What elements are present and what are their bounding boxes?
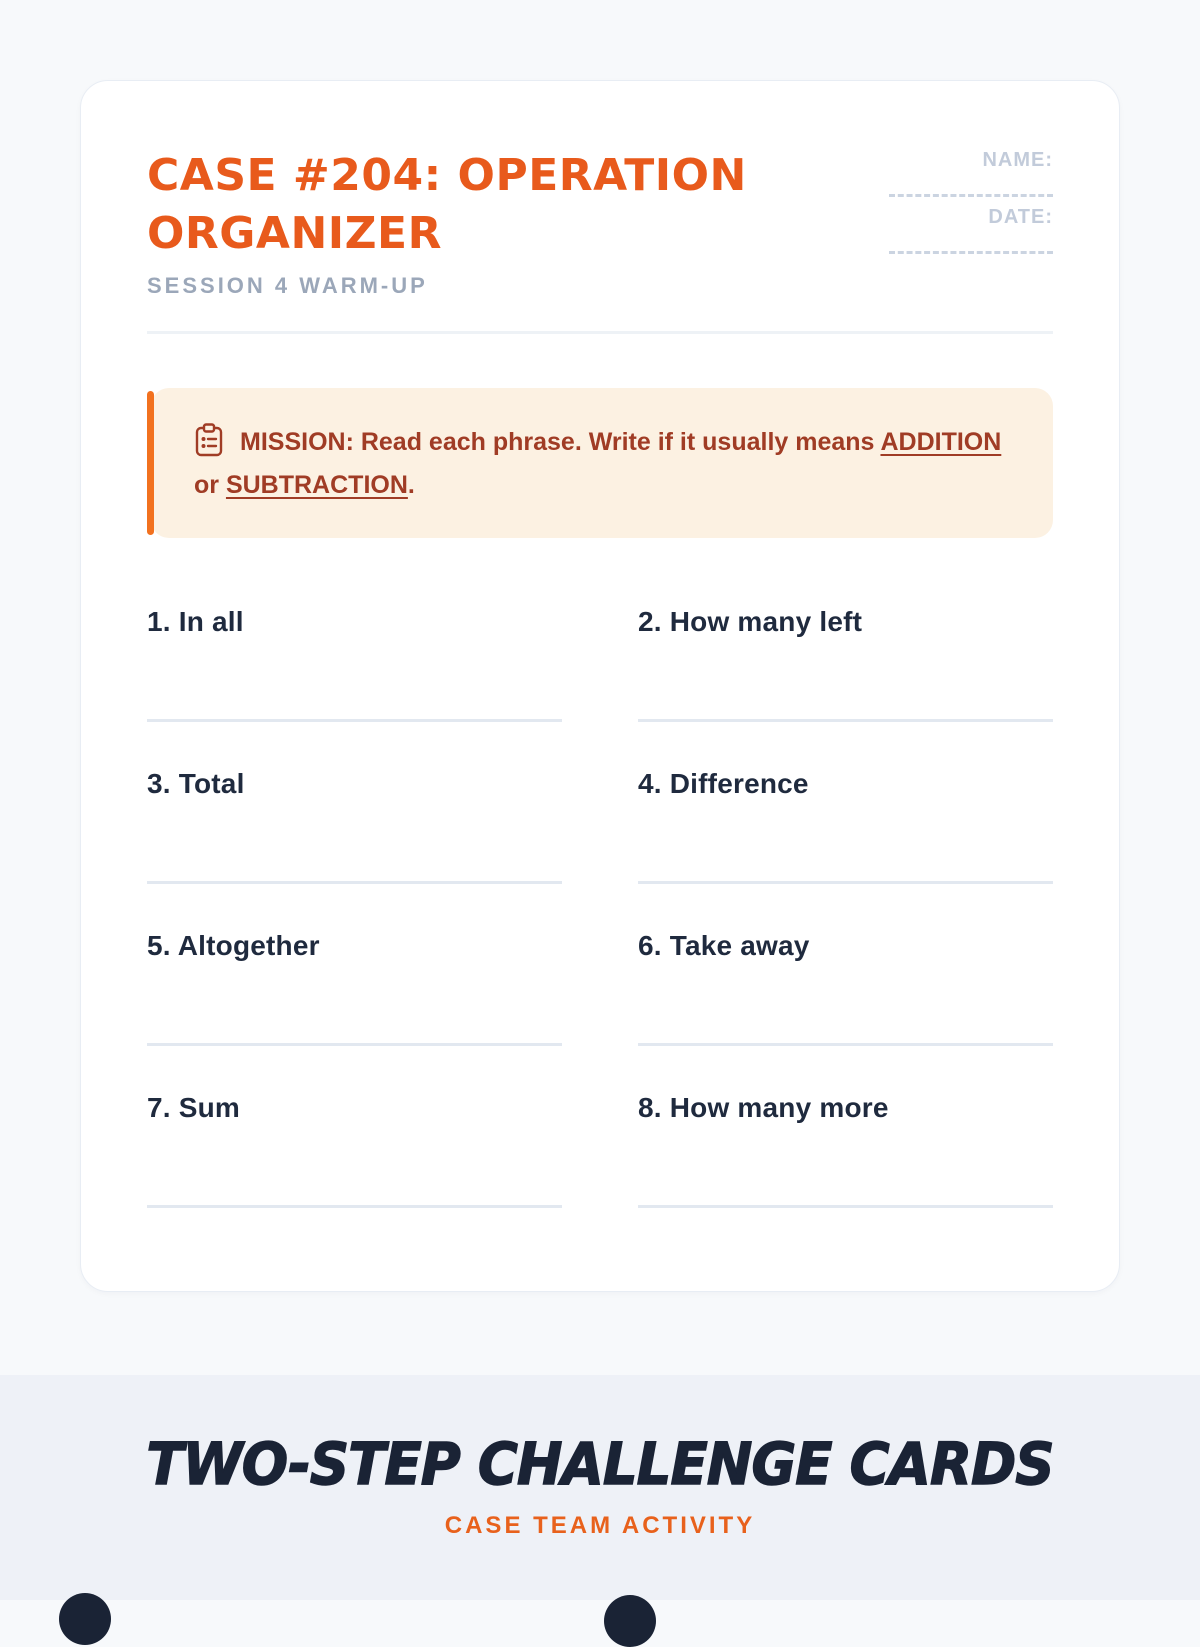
header-titles <box>147 147 807 299</box>
item-label <box>638 606 1053 638</box>
card-number-badge-1 <box>59 1593 111 1645</box>
item-label <box>638 768 1053 800</box>
name-field <box>889 149 1053 197</box>
answer-line-6[interactable] <box>638 1043 1053 1046</box>
footer-title: TWO-STEP CHALLENGE CARDS <box>146 1430 1054 1498</box>
list-item-4 <box>638 768 1053 884</box>
item-phrase: Altogether <box>177 930 320 962</box>
item-label <box>147 930 562 962</box>
list-item-5 <box>147 930 562 1046</box>
item-phrase: Total <box>178 768 245 800</box>
header-divider <box>147 331 1053 334</box>
page-title: CASE #204: OPERATION ORGANIZER <box>147 150 747 260</box>
date-field <box>889 206 1053 254</box>
card-number-badge-2 <box>604 1595 656 1647</box>
answer-line-7[interactable] <box>147 1205 562 1208</box>
answer-line-2[interactable] <box>638 719 1053 722</box>
list-item-7 <box>147 1092 562 1208</box>
mission-addition-word: ADDITION <box>880 428 1002 457</box>
name-label: NAME: <box>982 149 1053 171</box>
footer-subtitle: CASE TEAM ACTIVITY <box>444 1512 756 1539</box>
clipboard-icon <box>194 423 224 468</box>
item-phrase: Sum <box>178 1092 241 1124</box>
item-phrase: How many left <box>669 606 863 638</box>
date-blank-line[interactable] <box>889 251 1053 254</box>
item-number: 4. <box>638 768 662 800</box>
mission-middle: or <box>194 470 226 499</box>
list-item-2 <box>638 606 1053 722</box>
mission-prefix: MISSION: Read each phrase. Write if it usually means <box>240 428 881 457</box>
page-subtitle: SESSION 4 WARM-UP <box>147 273 428 299</box>
worksheet-header <box>147 147 1053 299</box>
answer-line-4[interactable] <box>638 881 1053 884</box>
item-phrase: In all <box>178 606 244 638</box>
item-phrase: How many more <box>669 1092 889 1124</box>
list-item-1 <box>147 606 562 722</box>
mission-callout <box>147 388 1053 538</box>
list-item-3 <box>147 768 562 884</box>
item-number: 5. <box>147 930 171 962</box>
mission-suffix: . <box>407 470 415 499</box>
item-label <box>147 1092 562 1124</box>
item-number: 7. <box>147 1092 171 1124</box>
footer-band <box>0 1375 1200 1600</box>
item-number: 1. <box>147 606 171 638</box>
date-label: DATE: <box>988 206 1053 228</box>
item-number: 8. <box>638 1092 662 1124</box>
item-phrase: Take away <box>669 930 810 962</box>
list-item-8 <box>638 1092 1053 1208</box>
list-item-6 <box>638 930 1053 1046</box>
item-label <box>147 606 562 638</box>
mission-subtraction-word: SUBTRACTION <box>225 470 408 499</box>
answer-line-3[interactable] <box>147 881 562 884</box>
item-number: 2. <box>638 606 662 638</box>
item-label <box>638 1092 1053 1124</box>
name-date-block <box>889 147 1053 254</box>
mission-accent-bar <box>147 391 154 535</box>
item-number: 6. <box>638 930 662 962</box>
name-blank-line[interactable] <box>889 194 1053 197</box>
item-number: 3. <box>147 768 171 800</box>
answer-line-1[interactable] <box>147 719 562 722</box>
answer-line-8[interactable] <box>638 1205 1053 1208</box>
worksheet-card <box>80 80 1120 1292</box>
answer-line-5[interactable] <box>147 1043 562 1046</box>
item-phrase: Difference <box>669 768 809 800</box>
item-label <box>638 930 1053 962</box>
item-label <box>147 768 562 800</box>
phrase-list <box>147 606 1053 1208</box>
mission-text <box>151 388 1053 538</box>
